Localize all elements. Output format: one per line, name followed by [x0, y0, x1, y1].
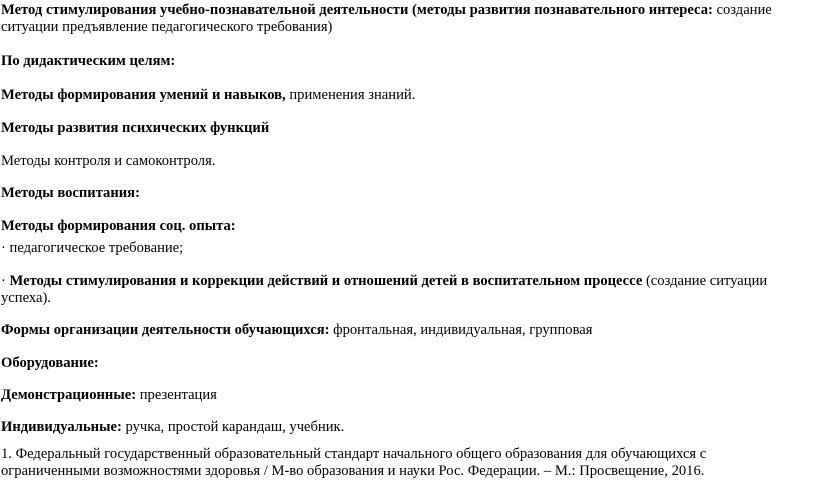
normal-text: презентация — [136, 387, 217, 403]
paragraph-stimulation-method — [1, 2, 807, 35]
bold-text: Методы развития психических функций — [1, 120, 270, 136]
paragraph-didactic-goals — [1, 53, 807, 70]
bold-text: Демонстрационные: — [1, 387, 137, 403]
paragraph-individual — [1, 419, 807, 436]
normal-text: Методы контроля и самоконтроля. — [1, 153, 216, 169]
paragraph-social-experience — [1, 218, 807, 235]
paragraph-upbringing-methods — [1, 185, 807, 202]
normal-text: ручка, простой карандаш, учебник. — [121, 419, 345, 435]
bullet-marker: · — [1, 240, 10, 256]
normal-text: создание ситуации предъявление педагогического требования) — [1, 2, 772, 35]
bold-text: Методы воспитания: — [1, 185, 140, 201]
normal-text: 1. Федеральный государственный образовательный стандарт начального общего образования для обучающихся с ограниченными возможностями здоровья / М-во образования и науки Рос. Федерации. – М.: Просвещение, 2016. — [1, 446, 707, 479]
bullet-marker: · — [1, 273, 10, 289]
paragraph-demonstration — [1, 387, 807, 404]
bold-text: Оборудование: — [1, 355, 99, 371]
paragraph-equipment — [1, 355, 807, 372]
normal-text: фронтальная, индивидуальная, групповая — [329, 322, 593, 338]
normal-text: педагогическое требование; — [9, 240, 184, 256]
bold-text: Методы формирования умений и навыков, — [1, 87, 286, 103]
bold-text: Формы организации деятельности обучающихся: — [1, 322, 330, 338]
normal-text: применения знаний. — [285, 87, 416, 103]
bold-text: Метод стимулирования учебно-познавательной деятельности (методы развития познавательного интереса: — [1, 2, 713, 18]
paragraph-organization-forms — [1, 322, 807, 339]
bold-text: По дидактическим целям: — [1, 53, 176, 69]
bold-text: Индивидуальные: — [1, 419, 122, 435]
paragraph-mental-functions — [1, 120, 807, 137]
bold-text: Методы стимулирования и коррекции действий и отношений детей в воспитательном процессе — [9, 273, 643, 289]
list-item-stimulation-correction — [1, 273, 807, 306]
paragraph-control-methods — [1, 153, 807, 170]
bold-text: Методы формирования соц. опыта: — [1, 218, 236, 234]
list-item-pedagogical-requirement — [1, 240, 807, 257]
paragraph-reference-standard — [1, 446, 807, 479]
paragraph-skills-methods — [1, 87, 807, 104]
normal-text: (создание ситуации успеха). — [1, 273, 768, 306]
